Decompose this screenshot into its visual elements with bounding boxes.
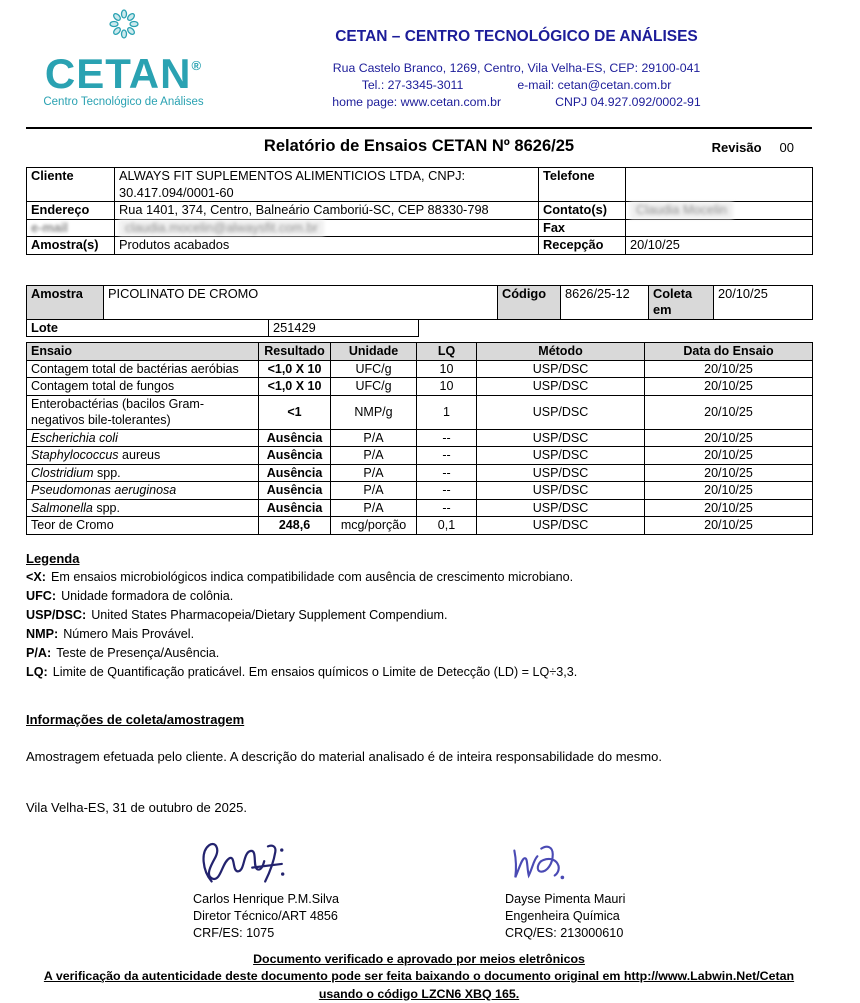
header-text-block <box>221 6 812 124</box>
legend-title: Legenda <box>26 549 812 568</box>
table-row <box>27 285 813 319</box>
coleta-em-value: 20/10/25 <box>714 285 813 319</box>
ensaio-name <box>27 429 259 447</box>
ensaio-text: Enterobactérias (bacilos Gram-negativos bile-tolerantes) <box>31 397 204 428</box>
unidade-value: P/A <box>331 499 417 517</box>
legend-text: United States Pharmacopeia/Dietary Supplement Compendium. <box>91 608 447 622</box>
metodo-value: USP/DSC <box>477 482 645 500</box>
lq-value: -- <box>417 447 477 465</box>
lq-value: 10 <box>417 378 477 396</box>
organization-title: CETAN – CENTRO TECNOLÓGICO DE ANÁLISES <box>221 28 812 46</box>
unidade-value: P/A <box>331 464 417 482</box>
sampling-info-title: Informações de coleta/amostragem <box>26 712 812 727</box>
data-value: 20/10/25 <box>645 482 813 500</box>
ensaio-text: spp. <box>93 501 120 515</box>
legend-text: Número Mais Provável. <box>63 627 194 641</box>
legend-term: LQ: <box>26 665 48 679</box>
recepcao-label: Recepção <box>539 237 626 255</box>
resultado-value: <1,0 X 10 <box>259 360 331 378</box>
ensaio-italic: Staphylococcus <box>31 448 119 462</box>
data-value: 20/10/25 <box>645 429 813 447</box>
ensaio-italic: Pseudomonas aeruginosa <box>31 483 176 497</box>
org-web-row <box>221 94 812 111</box>
col-ensaio: Ensaio <box>27 343 259 361</box>
result-row <box>27 464 813 482</box>
lote-label: Lote <box>27 319 269 337</box>
registered-mark: ® <box>191 58 202 73</box>
result-row <box>27 499 813 517</box>
header-divider <box>26 127 812 129</box>
legend-section <box>26 549 812 682</box>
legend-term: <X: <box>26 570 46 584</box>
result-row <box>27 395 813 429</box>
ensaio-text: aureus <box>119 448 161 462</box>
signature-left-block <box>193 839 339 942</box>
resultado-value: Ausência <box>259 447 331 465</box>
unidade-value: mcg/porção <box>331 517 417 535</box>
ensaio-name <box>27 517 259 535</box>
client-info-table <box>26 167 813 255</box>
col-data: Data do Ensaio <box>645 343 813 361</box>
email-label: e-mail <box>27 219 115 237</box>
legend-text: Unidade formadora de colônia. <box>61 589 233 603</box>
table-row <box>27 168 813 202</box>
contato-value <box>626 202 813 220</box>
footer-line-3: usando o código LZCN6 XBQ 165. <box>26 986 812 1003</box>
redacted-contact-name: Claudia Mocelin <box>630 202 733 219</box>
results-header-row <box>27 343 813 361</box>
client-value: ALWAYS FIT SUPLEMENTOS ALIMENTICIOS LTDA, CNPJ: 30.417.094/0001-60 <box>115 168 539 202</box>
revision-label: Revisão <box>712 140 762 155</box>
coleta-em-label: Coleta em <box>649 285 714 319</box>
data-value: 20/10/25 <box>645 499 813 517</box>
signer-role: Engenheira Química <box>505 908 625 925</box>
lq-value: -- <box>417 464 477 482</box>
endereco-value: Rua 1401, 374, Centro, Balneário Camboriú-SC, CEP 88330-798 <box>115 202 539 220</box>
results-table <box>26 342 813 535</box>
metodo-value: USP/DSC <box>477 429 645 447</box>
metodo-value: USP/DSC <box>477 517 645 535</box>
org-address: Rua Castelo Branco, 1269, Centro, Vila Velha-ES, CEP: 29100-041 <box>221 60 812 77</box>
result-row <box>27 447 813 465</box>
codigo-label: Código <box>498 285 561 319</box>
revision-value: 00 <box>780 140 794 155</box>
legend-text: Em ensaios microbiológicos indica compatibilidade com ausência de crescimento microbiano. <box>51 570 573 584</box>
signature-right-block <box>505 839 625 942</box>
legend-item <box>26 568 812 587</box>
org-cnpj: CNPJ 04.927.092/0002-91 <box>555 94 701 111</box>
table-row <box>27 237 813 255</box>
org-email: e-mail: cetan@cetan.com.br <box>517 77 671 94</box>
resultado-value: Ausência <box>259 464 331 482</box>
amostras-label: Amostra(s) <box>27 237 115 255</box>
data-value: 20/10/25 <box>645 517 813 535</box>
codigo-value: 8626/25-12 <box>561 285 649 319</box>
ensaio-name <box>27 499 259 517</box>
col-unidade: Unidade <box>331 343 417 361</box>
col-lq: LQ <box>417 343 477 361</box>
email-value <box>115 219 539 237</box>
legend-text: Limite de Quantificação praticável. Em ensaios químicos o Limite de Detecção (LD) = LQ÷3,3. <box>53 665 578 679</box>
metodo-value: USP/DSC <box>477 464 645 482</box>
report-title-row <box>26 137 812 161</box>
metodo-value: USP/DSC <box>477 395 645 429</box>
logo-word-text: CETAN <box>45 50 192 97</box>
legend-item <box>26 644 812 663</box>
resultado-value: Ausência <box>259 482 331 500</box>
ensaio-text: Contagem total de bactérias aeróbias <box>31 362 239 376</box>
org-phone: Tel.: 27-3345-3011 <box>362 77 464 94</box>
lq-value: 1 <box>417 395 477 429</box>
logo-wordmark <box>26 45 221 95</box>
report-title: Relatório de Ensaios CETAN Nº 8626/25 <box>26 137 812 156</box>
legend-term: P/A: <box>26 646 51 660</box>
client-label: Cliente <box>27 168 115 202</box>
table-row <box>27 219 813 237</box>
org-contact-row <box>221 77 812 94</box>
col-resultado: Resultado <box>259 343 331 361</box>
table-row <box>27 202 813 220</box>
ensaio-name <box>27 395 259 429</box>
signer-role: Diretor Técnico/ART 4856 <box>193 908 339 925</box>
table-row <box>27 319 419 337</box>
col-metodo: Método <box>477 343 645 361</box>
logo-subtitle: Centro Tecnológico de Análises <box>26 96 221 108</box>
resultado-value: <1,0 X 10 <box>259 378 331 396</box>
metodo-value: USP/DSC <box>477 360 645 378</box>
resultado-value: <1 <box>259 395 331 429</box>
lq-value: -- <box>417 429 477 447</box>
org-homepage: home page: www.cetan.com.br <box>332 94 501 111</box>
result-row <box>27 517 813 535</box>
ensaio-text: spp. <box>94 466 121 480</box>
resultado-value: 248,6 <box>259 517 331 535</box>
legend-term: USP/DSC: <box>26 608 86 622</box>
result-row <box>27 378 813 396</box>
verification-footer <box>26 951 812 1003</box>
redacted-email: claudia.mocelin@alwaysfit.com.br <box>119 220 324 237</box>
metodo-value: USP/DSC <box>477 378 645 396</box>
legend-item <box>26 663 812 682</box>
ensaio-italic: Escherichia coli <box>31 431 118 445</box>
lq-value: -- <box>417 499 477 517</box>
legend-term: UFC: <box>26 589 56 603</box>
legend-item <box>26 625 812 644</box>
flower-icon <box>104 8 144 40</box>
data-value: 20/10/25 <box>645 464 813 482</box>
sample-header-table <box>26 285 813 320</box>
signatures-block <box>26 839 812 943</box>
unidade-value: P/A <box>331 482 417 500</box>
document-header <box>26 6 812 124</box>
signer-registry: CRQ/ES: 213000610 <box>505 925 625 942</box>
ensaio-name <box>27 447 259 465</box>
legend-item <box>26 606 812 625</box>
footer-line-1: Documento verificado e aprovado por meios eletrônicos <box>26 951 812 969</box>
amostra-value: PICOLINATO DE CROMO <box>104 285 498 319</box>
ensaio-name <box>27 482 259 500</box>
lote-value: 251429 <box>269 319 419 337</box>
metodo-value: USP/DSC <box>477 499 645 517</box>
endereco-label: Endereço <box>27 202 115 220</box>
lote-table <box>26 319 419 338</box>
legend-text: Teste de Presença/Ausência. <box>56 646 219 660</box>
telefone-label: Telefone <box>539 168 626 202</box>
recepcao-value: 20/10/25 <box>626 237 813 255</box>
cetan-logo <box>26 6 221 124</box>
signer-name: Dayse Pimenta Mauri <box>505 891 625 908</box>
signer-name: Carlos Henrique P.M.Silva <box>193 891 339 908</box>
ensaio-text: Contagem total de fungos <box>31 379 174 393</box>
data-value: 20/10/25 <box>645 395 813 429</box>
sampling-info-text: Amostragem efetuada pelo cliente. A descrição do material analisado é de inteira responsabilidade do mesmo. <box>26 749 812 764</box>
unidade-value: UFC/g <box>331 360 417 378</box>
ensaio-name <box>27 360 259 378</box>
signature-left-icon <box>193 839 293 887</box>
data-value: 20/10/25 <box>645 447 813 465</box>
date-line: Vila Velha-ES, 31 de outubro de 2025. <box>26 800 812 815</box>
ensaio-text: Teor de Cromo <box>31 518 114 532</box>
signer-registry: CRF/ES: 1075 <box>193 925 339 942</box>
sampling-info-section <box>26 712 812 764</box>
contato-label: Contato(s) <box>539 202 626 220</box>
fax-label: Fax <box>539 219 626 237</box>
lq-value: 0,1 <box>417 517 477 535</box>
signature-right-icon <box>505 839 589 887</box>
amostra-label: Amostra <box>27 285 104 319</box>
revision <box>712 140 794 155</box>
legend-term: NMP: <box>26 627 58 641</box>
ensaio-name <box>27 464 259 482</box>
result-row <box>27 482 813 500</box>
resultado-value: Ausência <box>259 429 331 447</box>
ensaio-name <box>27 378 259 396</box>
fax-value <box>626 219 813 237</box>
lq-value: -- <box>417 482 477 500</box>
amostras-value: Produtos acabados <box>115 237 539 255</box>
footer-line-2: A verificação da autenticidade deste documento pode ser feita baixando o documento original em http://www.Labwin.Net/Cetan <box>26 968 812 986</box>
resultado-value: Ausência <box>259 499 331 517</box>
lq-value: 10 <box>417 360 477 378</box>
unidade-value: NMP/g <box>331 395 417 429</box>
data-value: 20/10/25 <box>645 360 813 378</box>
data-value: 20/10/25 <box>645 378 813 396</box>
unidade-value: P/A <box>331 429 417 447</box>
result-row <box>27 360 813 378</box>
telefone-value <box>626 168 813 202</box>
metodo-value: USP/DSC <box>477 447 645 465</box>
unidade-value: UFC/g <box>331 378 417 396</box>
legend-item <box>26 587 812 606</box>
unidade-value: P/A <box>331 447 417 465</box>
ensaio-italic: Salmonella <box>31 501 93 515</box>
ensaio-italic: Clostridium <box>31 466 94 480</box>
result-row <box>27 429 813 447</box>
